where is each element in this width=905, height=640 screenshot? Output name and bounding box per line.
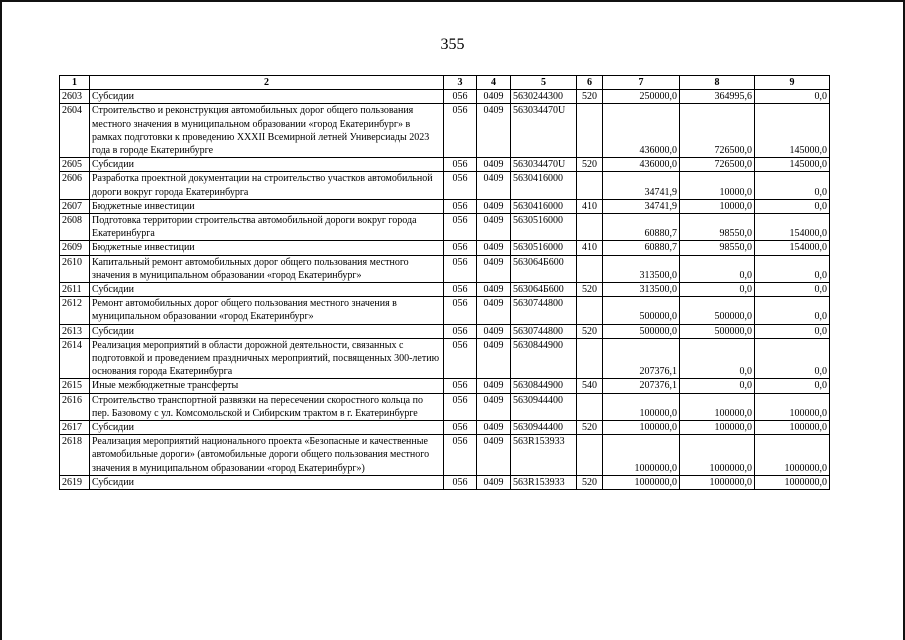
- amount-col8-cell: 1000000,0: [680, 475, 755, 489]
- item-name-cell: Реализация мероприятий в области дорожной деятельности, связанных с подготовкой и проведением праздничных мероприятий, посвященных 300-летию основания города Екатеринбурга: [90, 338, 444, 379]
- ministry-code-cell: 056: [444, 379, 477, 393]
- expense-type-cell: [577, 435, 603, 476]
- amount-col8-cell: 98550,0: [680, 241, 755, 255]
- item-name-cell: Бюджетные инвестиции: [90, 241, 444, 255]
- amount-col7-cell: 313500,0: [603, 283, 680, 297]
- amount-col7-cell: 100000,0: [603, 421, 680, 435]
- amount-col7-cell: 436000,0: [603, 158, 680, 172]
- section-code-cell: 0409: [477, 435, 511, 476]
- amount-col8-cell: 10000,0: [680, 172, 755, 199]
- section-code-cell: 0409: [477, 104, 511, 158]
- expense-type-cell: 520: [577, 475, 603, 489]
- header-row: [60, 76, 830, 90]
- section-code-cell: 0409: [477, 90, 511, 104]
- table-row: [60, 172, 830, 199]
- amount-col9-cell: 0,0: [755, 297, 830, 324]
- page-border-top: [0, 0, 905, 2]
- target-code-cell: 563034470U: [511, 158, 577, 172]
- item-name-cell: Бюджетные инвестиции: [90, 199, 444, 213]
- target-code-cell: 563064Б600: [511, 283, 577, 297]
- section-code-cell: 0409: [477, 214, 511, 241]
- row-number-cell: 2610: [60, 255, 90, 282]
- amount-col9-cell: 1000000,0: [755, 435, 830, 476]
- section-code-cell: 0409: [477, 158, 511, 172]
- expense-type-cell: 520: [577, 324, 603, 338]
- table-row: [60, 435, 830, 476]
- amount-col8-cell: 500000,0: [680, 324, 755, 338]
- target-code-cell: 563R153933: [511, 435, 577, 476]
- item-name-cell: Иные межбюджетные трансферты: [90, 379, 444, 393]
- ministry-code-cell: 056: [444, 104, 477, 158]
- ministry-code-cell: 056: [444, 435, 477, 476]
- table-row: [60, 241, 830, 255]
- ministry-code-cell: 056: [444, 172, 477, 199]
- expense-type-cell: [577, 255, 603, 282]
- row-number-cell: 2609: [60, 241, 90, 255]
- amount-col8-cell: 726500,0: [680, 158, 755, 172]
- expense-type-cell: [577, 297, 603, 324]
- item-name-cell: Ремонт автомобильных дорог общего пользования местного значения в муниципальном образовании «город Екатеринбург»: [90, 297, 444, 324]
- amount-col9-cell: 0,0: [755, 172, 830, 199]
- ministry-code-cell: 056: [444, 297, 477, 324]
- row-number-cell: 2612: [60, 297, 90, 324]
- expense-type-cell: [577, 338, 603, 379]
- amount-col8-cell: 0,0: [680, 283, 755, 297]
- table-row: [60, 158, 830, 172]
- amount-col8-cell: 0,0: [680, 379, 755, 393]
- amount-col7-cell: 207376,1: [603, 379, 680, 393]
- amount-col9-cell: 100000,0: [755, 421, 830, 435]
- row-number-cell: 2614: [60, 338, 90, 379]
- column-header: 1: [60, 76, 90, 90]
- amount-col9-cell: 100000,0: [755, 393, 830, 420]
- item-name-cell: Субсидии: [90, 324, 444, 338]
- section-code-cell: 0409: [477, 324, 511, 338]
- item-name-cell: Субсидии: [90, 90, 444, 104]
- amount-col9-cell: 145000,0: [755, 104, 830, 158]
- table-row: [60, 338, 830, 379]
- item-name-cell: Разработка проектной документации на строительство участков автомобильной дороги вокруг города Екатеринбурга: [90, 172, 444, 199]
- amount-col8-cell: 0,0: [680, 338, 755, 379]
- expense-type-cell: [577, 172, 603, 199]
- ministry-code-cell: 056: [444, 393, 477, 420]
- amount-col8-cell: 0,0: [680, 255, 755, 282]
- expense-type-cell: 410: [577, 241, 603, 255]
- amount-col8-cell: 1000000,0: [680, 435, 755, 476]
- target-code-cell: 5630844900: [511, 338, 577, 379]
- table-row: [60, 297, 830, 324]
- row-number-cell: 2615: [60, 379, 90, 393]
- ministry-code-cell: 056: [444, 475, 477, 489]
- amount-col9-cell: 0,0: [755, 90, 830, 104]
- amount-col7-cell: 60880,7: [603, 241, 680, 255]
- target-code-cell: 5630244300: [511, 90, 577, 104]
- page-number: 355: [440, 36, 465, 53]
- amount-col7-cell: 1000000,0: [603, 435, 680, 476]
- column-header: 6: [577, 76, 603, 90]
- target-code-cell: 5630516000: [511, 241, 577, 255]
- section-code-cell: 0409: [477, 283, 511, 297]
- amount-col9-cell: 0,0: [755, 283, 830, 297]
- section-code-cell: 0409: [477, 255, 511, 282]
- target-code-cell: 5630844900: [511, 379, 577, 393]
- item-name-cell: Реализация мероприятий национального проекта «Безопасные и качественные автомобильные дороги» (автомобильные дороги общего пользования местного значения в муниципальном образовании «город Екатеринбург»): [90, 435, 444, 476]
- row-number-cell: 2608: [60, 214, 90, 241]
- amount-col7-cell: 313500,0: [603, 255, 680, 282]
- expense-type-cell: 520: [577, 283, 603, 297]
- amount-col8-cell: 10000,0: [680, 199, 755, 213]
- column-header: 5: [511, 76, 577, 90]
- row-number-cell: 2617: [60, 421, 90, 435]
- target-code-cell: 5630416000: [511, 199, 577, 213]
- column-header: 9: [755, 76, 830, 90]
- table-row: [60, 214, 830, 241]
- amount-col7-cell: 500000,0: [603, 324, 680, 338]
- table-row: [60, 283, 830, 297]
- target-code-cell: 563034470U: [511, 104, 577, 158]
- expense-type-cell: [577, 214, 603, 241]
- table-row: [60, 324, 830, 338]
- row-number-cell: 2605: [60, 158, 90, 172]
- row-number-cell: 2604: [60, 104, 90, 158]
- ministry-code-cell: 056: [444, 338, 477, 379]
- target-code-cell: 563R153933: [511, 475, 577, 489]
- ministry-code-cell: 056: [444, 90, 477, 104]
- table-row: [60, 104, 830, 158]
- table-row: [60, 393, 830, 420]
- amount-col7-cell: 1000000,0: [603, 475, 680, 489]
- amount-col8-cell: 500000,0: [680, 297, 755, 324]
- section-code-cell: 0409: [477, 172, 511, 199]
- amount-col9-cell: 0,0: [755, 255, 830, 282]
- table-row: [60, 90, 830, 104]
- amount-col9-cell: 0,0: [755, 338, 830, 379]
- expense-type-cell: [577, 104, 603, 158]
- expense-type-cell: 520: [577, 158, 603, 172]
- amount-col9-cell: 1000000,0: [755, 475, 830, 489]
- amount-col9-cell: 154000,0: [755, 214, 830, 241]
- item-name-cell: Субсидии: [90, 283, 444, 297]
- amount-col7-cell: 34741,9: [603, 172, 680, 199]
- section-code-cell: 0409: [477, 241, 511, 255]
- expense-type-cell: [577, 393, 603, 420]
- item-name-cell: Субсидии: [90, 158, 444, 172]
- ministry-code-cell: 056: [444, 324, 477, 338]
- item-name-cell: Строительство и реконструкция автомобильных дорог общего пользования местного значения в муниципальном образовании «город Екатеринбург» в рамках подготовки к проведению XXXII Всемирной летней Универсиады 2023 года в городе Екатеринбурге: [90, 104, 444, 158]
- amount-col9-cell: 0,0: [755, 379, 830, 393]
- target-code-cell: 5630744800: [511, 297, 577, 324]
- column-header: 7: [603, 76, 680, 90]
- table-row: [60, 255, 830, 282]
- row-number-cell: 2618: [60, 435, 90, 476]
- amount-col8-cell: 100000,0: [680, 421, 755, 435]
- table-row: [60, 379, 830, 393]
- amount-col7-cell: 250000,0: [603, 90, 680, 104]
- amount-col9-cell: 0,0: [755, 324, 830, 338]
- amount-col9-cell: 154000,0: [755, 241, 830, 255]
- budget-table: [59, 75, 830, 490]
- amount-col7-cell: 500000,0: [603, 297, 680, 324]
- ministry-code-cell: 056: [444, 255, 477, 282]
- expense-type-cell: 410: [577, 199, 603, 213]
- amount-col8-cell: 100000,0: [680, 393, 755, 420]
- row-number-cell: 2613: [60, 324, 90, 338]
- item-name-cell: Строительство транспортной развязки на пересечении скоростного кольца по пер. Базовому с ул. Комсомольской и Сибирским трактом в г. Екатеринбурге: [90, 393, 444, 420]
- ministry-code-cell: 056: [444, 214, 477, 241]
- section-code-cell: 0409: [477, 297, 511, 324]
- table-row: [60, 421, 830, 435]
- item-name-cell: Капитальный ремонт автомобильных дорог общего пользования местного значения в муниципальном образовании «город Екатеринбург»: [90, 255, 444, 282]
- section-code-cell: 0409: [477, 338, 511, 379]
- section-code-cell: 0409: [477, 475, 511, 489]
- amount-col7-cell: 207376,1: [603, 338, 680, 379]
- amount-col9-cell: 145000,0: [755, 158, 830, 172]
- column-header: 4: [477, 76, 511, 90]
- row-number-cell: 2603: [60, 90, 90, 104]
- section-code-cell: 0409: [477, 393, 511, 420]
- amount-col7-cell: 436000,0: [603, 104, 680, 158]
- section-code-cell: 0409: [477, 379, 511, 393]
- row-number-cell: 2607: [60, 199, 90, 213]
- amount-col8-cell: 364995,6: [680, 90, 755, 104]
- ministry-code-cell: 056: [444, 421, 477, 435]
- table-row: [60, 199, 830, 213]
- amount-col7-cell: 100000,0: [603, 393, 680, 420]
- row-number-cell: 2616: [60, 393, 90, 420]
- target-code-cell: 5630944400: [511, 421, 577, 435]
- expense-type-cell: 540: [577, 379, 603, 393]
- amount-col7-cell: 60880,7: [603, 214, 680, 241]
- target-code-cell: 5630744800: [511, 324, 577, 338]
- item-name-cell: Субсидии: [90, 475, 444, 489]
- ministry-code-cell: 056: [444, 283, 477, 297]
- item-name-cell: Подготовка территории строительства автомобильной дороги вокруг города Екатеринбурга: [90, 214, 444, 241]
- amount-col8-cell: 726500,0: [680, 104, 755, 158]
- row-number-cell: 2611: [60, 283, 90, 297]
- table-row: [60, 475, 830, 489]
- column-header: 8: [680, 76, 755, 90]
- target-code-cell: 5630516000: [511, 214, 577, 241]
- column-header: 3: [444, 76, 477, 90]
- item-name-cell: Субсидии: [90, 421, 444, 435]
- column-header: 2: [90, 76, 444, 90]
- ministry-code-cell: 056: [444, 199, 477, 213]
- section-code-cell: 0409: [477, 421, 511, 435]
- row-number-cell: 2619: [60, 475, 90, 489]
- amount-col7-cell: 34741,9: [603, 199, 680, 213]
- page-border-left: [0, 0, 2, 640]
- target-code-cell: 5630416000: [511, 172, 577, 199]
- amount-col8-cell: 98550,0: [680, 214, 755, 241]
- ministry-code-cell: 056: [444, 241, 477, 255]
- row-number-cell: 2606: [60, 172, 90, 199]
- expense-type-cell: 520: [577, 90, 603, 104]
- section-code-cell: 0409: [477, 199, 511, 213]
- target-code-cell: 563064Б600: [511, 255, 577, 282]
- target-code-cell: 5630944400: [511, 393, 577, 420]
- ministry-code-cell: 056: [444, 158, 477, 172]
- amount-col9-cell: 0,0: [755, 199, 830, 213]
- expense-type-cell: 520: [577, 421, 603, 435]
